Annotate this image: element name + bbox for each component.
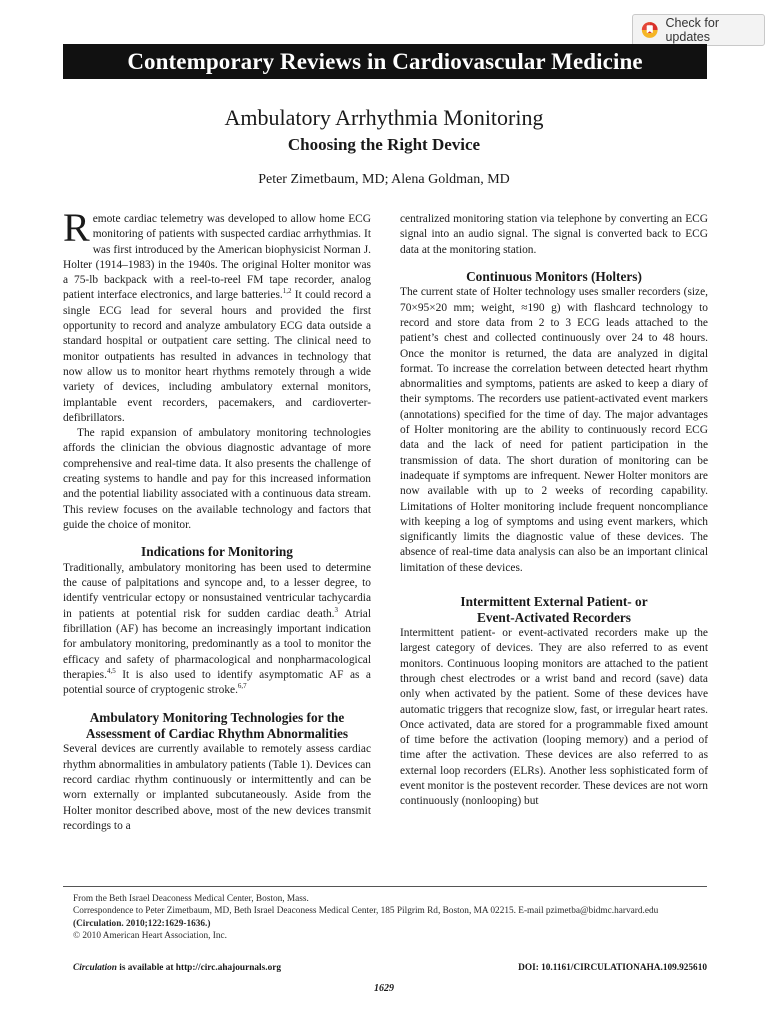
indications-text-b: Atrial fibrillation (AF) has become an increasingly important indication for ambulatory monitoring, predominantly as a tool to monitor the efficacy and safety of pharmacological and nonpharmacological therapies. (63, 607, 371, 681)
section-heading-technologies-line2: Assessment of Cardiac Rhythm Abnormalities (85, 725, 349, 741)
section-heading-indications: Indications for Monitoring (141, 544, 293, 560)
page-number: 1629 (374, 983, 394, 994)
section-heading-technologies-line1: Ambulatory Monitoring Technologies for the (89, 710, 345, 726)
check-for-updates-label: Check for updates (665, 16, 719, 44)
intro-paragraph-1 (63, 212, 371, 426)
right-column (400, 212, 708, 868)
intro-text-1a: emote cardiac telemetry was developed to allow home ECG monitoring of patients with suspected cardiac arrhythmias. It was first introduced by the American biophysicist Norman J. Holter (1914–1983) in the 1940s. The original Holter monitor was a 75-lb backpack with a reel-to-reel FM tape recorder, analog patient interface electronics, and large batteries. (63, 213, 371, 302)
footnote-block (73, 893, 707, 942)
section-heading-intermittent-line2: Event-Activated Recorders (477, 609, 631, 625)
article-title: Ambulatory Arrhythmia Monitoring (224, 105, 544, 130)
article-subtitle: Choosing the Right Device (287, 135, 481, 154)
copyright-note: © 2010 American Heart Association, Inc. (73, 930, 227, 941)
journal-name: Circulation (73, 963, 117, 973)
indications-text-c: It is also used to identify asymptomatic AF as a potential source of cryptogenic stroke. (63, 668, 371, 697)
doi-text: DOI: 10.1161/CIRCULATIONAHA.109.925610 (518, 963, 707, 973)
citation-note: (Circulation. 2010;122:1629-1636.) (73, 918, 211, 929)
article-authors: Peter Zimetbaum, MD; Alena Goldman, MD (258, 172, 510, 187)
technologies-paragraph: Several devices are currently available to remotely assess cardiac rhythm abnormalities in ambulatory patients (Table 1). Devices can record cardiac rhythm continuously or intermittently and can be worn externally or implanted subcutaneously. Aside from the Holter monitor described above, most of the new devices transmit recordings to a (63, 743, 371, 832)
section-heading-continuous-monitors: Continuous Monitors (Holters) (466, 268, 642, 284)
intermittent-paragraph: Intermittent patient- or event-activated recorders make up the largest category of devices. They are also referred to as event monitors. Continuous looping monitors are attached to the patient through chest electrodes or a wrist band and record (save) data only when activated by the patient. Some of these devices have automatic triggers that recognize slow, fast, or irregular heart rates. Once activated, data are stored for a programmable fixed amount of time before the activation (looping memory) and a period of time after the activation. These devices are also referred to as external loop recorders (ELRs). Another less sophisticated form of event monitor is the postevent recorder. These devices are not worn continuously (nonlooping) but (400, 627, 708, 808)
reference-marker: 6,7 (237, 682, 247, 691)
journal-availability (73, 962, 281, 974)
check-for-updates-button[interactable] (632, 14, 765, 46)
reference-marker: 3 (334, 605, 339, 614)
continuation-paragraph: centralized monitoring station via telephone by converting an ECG signal into an audio signal. The signal is converted back to ECG data at the monitoring station. (400, 213, 708, 256)
affiliation-note: From the Beth Israel Deaconess Medical Center, Boston, Mass. (73, 894, 309, 904)
intro-paragraph-2: The rapid expansion of ambulatory monitoring technologies affords the clinician the obvious diagnostic advantage of more comprehensive and real-time data. It also presents the challenge of creating systems to handle and pay for this increased information and the potential liability associated with a continuous data stream. This review focuses on the available technology and factors that guide the choice of monitor. (63, 427, 371, 531)
indications-paragraph (63, 561, 371, 699)
section-heading-intermittent-line1: Intermittent External Patient- or (460, 594, 648, 610)
footer-bottom-line (73, 962, 707, 974)
journal-section-banner: Contemporary Reviews in Cardiovascular Medicine (63, 44, 707, 79)
drop-cap: R (63, 212, 90, 250)
left-column (63, 212, 371, 868)
crossmark-icon (641, 21, 658, 39)
correspondence-note: Correspondence to Peter Zimetbaum, MD, Beth Israel Deaconess Medical Center, 185 Pilgrim Rd, Boston, MA 02215. E-mail pzimetba@bidmc.harvard.edu (73, 906, 659, 917)
continuous-paragraph: The current state of Holter technology uses smaller recorders (size, 70×95×20 mm; weight, ≈190 g) with flashcard technology to record and store data from 2 to 3 ECG leads attached to the patient’s chest and collected continuously over 24 to 48 hours. Once the monitor is returned, the data are analyzed in digital format. To increase the correlation between detected heart rhythm abnormalities and symptoms, patients are asked to keep a diary of their symptoms. The recorders use patient-activated event markers (annotations) specified for the time of day. The major advantages of Holter monitoring are the ability to continuously record ECG data and the lack of need for patient participation in the transmission of data. The short duration of monitoring can be inadequate if symptoms are infrequent. Newer Holter monitors are now available with up to 2 weeks of recording capability. Limitations of Holter monitoring include frequent noncompliance with keeping a log of symptoms and using event markers, which significantly limits the diagnostic value of these devices. The absence of real-time data analysis can also be an important clinical limitation of these devices. (400, 286, 708, 574)
intro-text-1b: It could record a single ECG lead for several hours and provided the first opportunity to record and analyze ambulatory ECG data outside a standard hospital or outpatient care setting. The clinical need to monitor outpatients has resulted in advances in technology that now allow us to monitor heart rhythms remotely through a wide variety of devices, including ambulatory external monitors, implantable event recorders, pacemakers, and cardioverter-defibrillators. (63, 289, 371, 424)
footnote-divider (63, 886, 707, 887)
reference-marker: 1,2 (282, 287, 292, 296)
journal-url-text: is available at http://circ.ahajournals.org (116, 963, 281, 973)
indications-text-a: Traditionally, ambulatory monitoring has been used to determine the cause of palpitations and syncope and, to a lesser degree, to identify ventricular ectopy or nonsustained ventricular tachycardia in patients at potential risk for sudden cardiac death. (63, 561, 371, 620)
reference-marker: 4,5 (106, 667, 116, 676)
